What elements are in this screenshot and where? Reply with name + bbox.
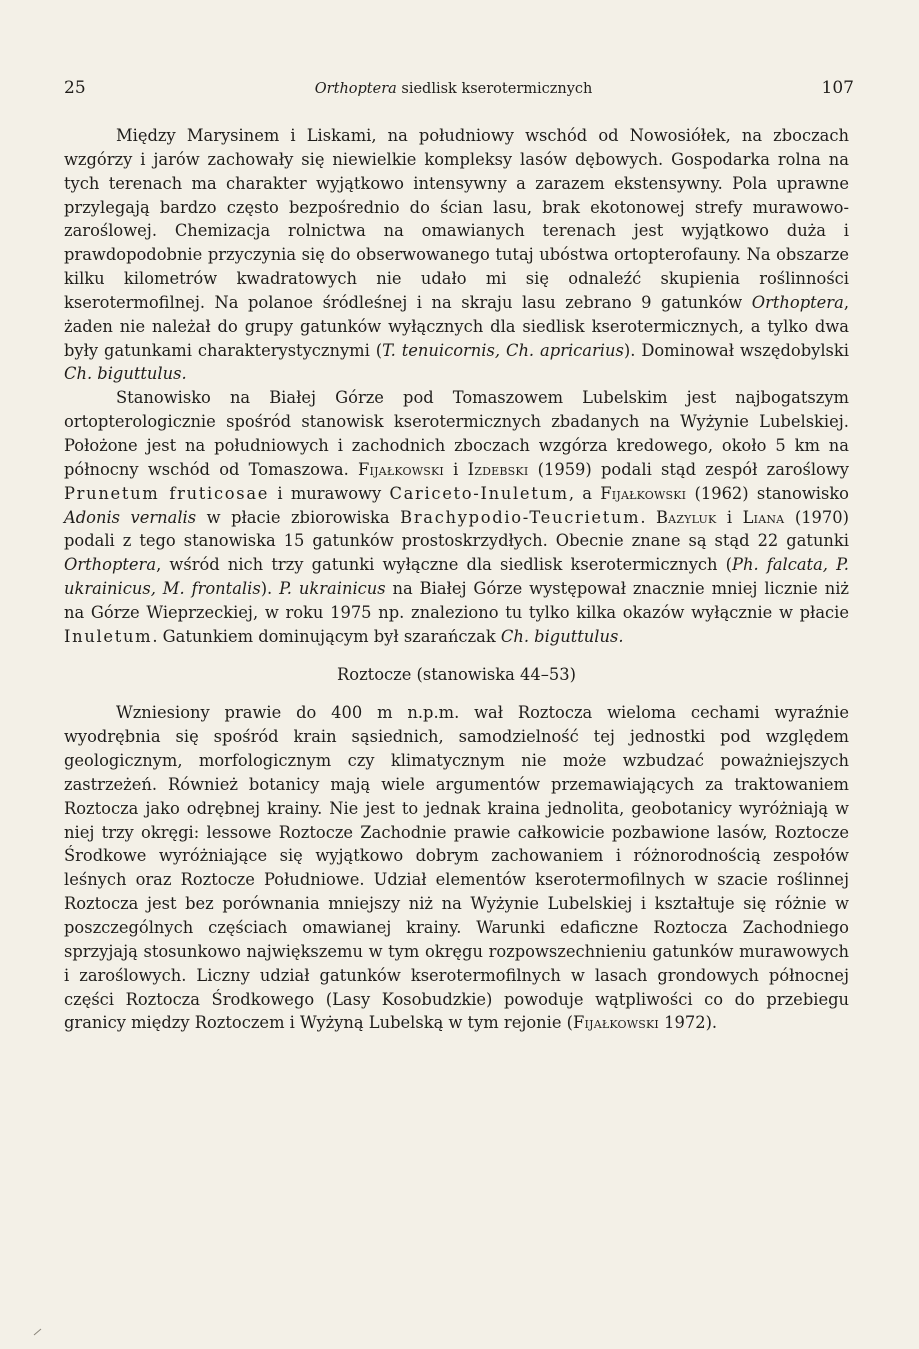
text-run: w płacie zbiorowiska (196, 507, 401, 527)
italic-term: Ph. falcata, P. ukrainicus, M. frontalis (64, 555, 849, 599)
text-run: . Gatunkiem dominującym był szarańczak (152, 626, 501, 646)
text-run: Stanowisko na Białej Górze pod Tomaszowem Lubelskim jest najbogatszym ortopterologicznie spośród stanowisk kserotermicznych zbadanych na Wyżynie Lubelskiej. Położone jest na południowych i zachodnich zboczach wzgórza kredowego, około 5 km na północny wschód od Tomaszowa. (64, 388, 849, 479)
paragraph-roztocze (64, 701, 849, 1035)
text-run: , żaden nie należał do grupy gatunków wyłącznych dla siedlisk kserotermicznych, a tylko dwa były gatunkami charakterystycznymi ( (64, 292, 849, 360)
text-run: , wśród nich trzy gatunki wyłączne dla siedlisk kserotermicznych ( (156, 555, 733, 575)
italic-term: Ch. biguttulus. (500, 626, 624, 646)
text-run: , a (568, 483, 601, 503)
left-page-number: 25 (64, 78, 86, 98)
text-run: i murawowy (269, 483, 390, 503)
text-run: (1970) podali z tego stanowiska 15 gatunków prostoskrzydłych. Obecnie znane są stąd 22 gatunki (64, 507, 849, 551)
text-run: ). (260, 579, 280, 599)
author-name: Bazyluk (656, 507, 717, 527)
text-run: ). Dominował wszędobylski (623, 340, 849, 360)
margin-pencil-mark (33, 1328, 45, 1336)
italic-term: P. ukrainicus (279, 579, 386, 599)
author-name: Fijałkowski (573, 1013, 659, 1033)
syntaxon-name: Inuletum (64, 626, 153, 646)
author-name: Izdebski (467, 459, 529, 479)
italic-term: Orthoptera (64, 555, 157, 575)
syntaxon-name: Brachypodio-Teucrietum (400, 507, 641, 527)
page-body (64, 124, 849, 1035)
section-heading: Roztocze (stanowiska 44–53) (337, 664, 576, 684)
author-name: Fijałkowski (600, 483, 687, 503)
text-run: Wzniesiony prawie do 400 m n.p.m. wał Roztocza wieloma cechami wyraźnie wyodrębnia się spośród krain sąsiednich, samodzielność tej jednostki pod względem geologicznym, morfologicznym czy klimatycznym nie może wzbudzać poważniejszych zastrzeżeń. Również botanicy mają wiele argumentów przemawiających za traktowaniem Roztocza jako odrębnej krainy. Nie jest to jednak kraina jednolita, geobotanicy wyróżniają w niej trzy okręgi: lessowe Roztocze Zachodnie prawie całkowicie pozbawione lasów, Roztocze Środkowe wyróżniające się wyjątkowo dobrym zachowaniem i różnorodnością zespołów leśnych oraz Roztocze Południowe. Udział elementów kserotermofilnych w szacie roślinnej Roztocza jest bez porównania mniejszy niż na Wyżynie Lubelskiej i kształtuje się różnie w poszczególnych częściach omawianej krainy. Warunki edaficzne Roztocza Zachodniego sprzyjają stosunkowo największemu w tym okręgu rozpowszechnieniu gatunków murawowych i zaroślowych. Liczny udział gatunków kserotermofilnych w lasach grondowych północnej części Roztocza Środkowego (Lasy Kosobudzkie) powoduje wątpliwości co do przebiegu granicy między Roztoczem i Wyżyną Lubelską w tym rejonie ( (64, 703, 849, 1033)
syntaxon-name: Cariceto-Inuletum (389, 483, 569, 503)
author-name: Liana (742, 507, 785, 527)
author-name: Fijałkowski (358, 459, 444, 479)
text-run: Między Marysinem i Liskami, na południowy wschód od Nowosiółek, na zboczach wzgórzy i jarów zachowały się niewielkie kompleksy lasów dębowych. Gospodarka rolna na tych terenach ma charakter wyjątkowo intensywny a zarazem ekstensywny. Pola uprawne przylegają bardzo często bezpośrednio do ścian lasu, brak ekotonowej strefy murawowo-zaroślowej. Chemizacja rolnictwa na omawianych terenach jest wyjątkowo duża i prawdopodobnie przyczynia się do obserwowanego tutaj ubóstwa ortopterofauny. Na obszarze kilku kilometrów kwadratowych nie udało mi się odnaleźć skupienia roślinności kserotermofilnej. Na polanoe śródleśnej i na skraju lasu zebrano 9 gatunków (64, 126, 849, 312)
running-title-rest: siedlisk kserotermicznych (401, 81, 593, 97)
right-page-number: 107 (821, 78, 854, 98)
italic-term: Orthoptera (751, 292, 844, 312)
running-title (315, 78, 593, 100)
text-run: 1972). (658, 1013, 718, 1033)
italic-term: Adonis vernalis (64, 507, 197, 527)
running-title-taxon: Orthoptera (314, 81, 397, 97)
running-header (64, 77, 854, 100)
text-run: (1959) podali stąd zespół zaroślowy (528, 459, 849, 479)
text-run: (1962) stanowisko (686, 483, 849, 503)
text-run: na Białej Górze występował znacznie mniej licznie niż na Górze Wieprzeckiej, w roku 1975 np. znaleziono tu tylko kilka okazów wyłącznie w płacie (64, 579, 849, 622)
paragraph-biala-gora (64, 386, 849, 648)
italic-term: T. tenuicornis, Ch. apricarius (382, 340, 624, 360)
paragraph-marysin (64, 124, 849, 386)
text-run: . (640, 507, 657, 527)
text-run: i (443, 459, 468, 479)
syntaxon-name: Prunetum fruticosae (64, 483, 270, 503)
italic-term: Ch. biguttulus. (64, 364, 187, 384)
text-run: i (716, 507, 743, 527)
